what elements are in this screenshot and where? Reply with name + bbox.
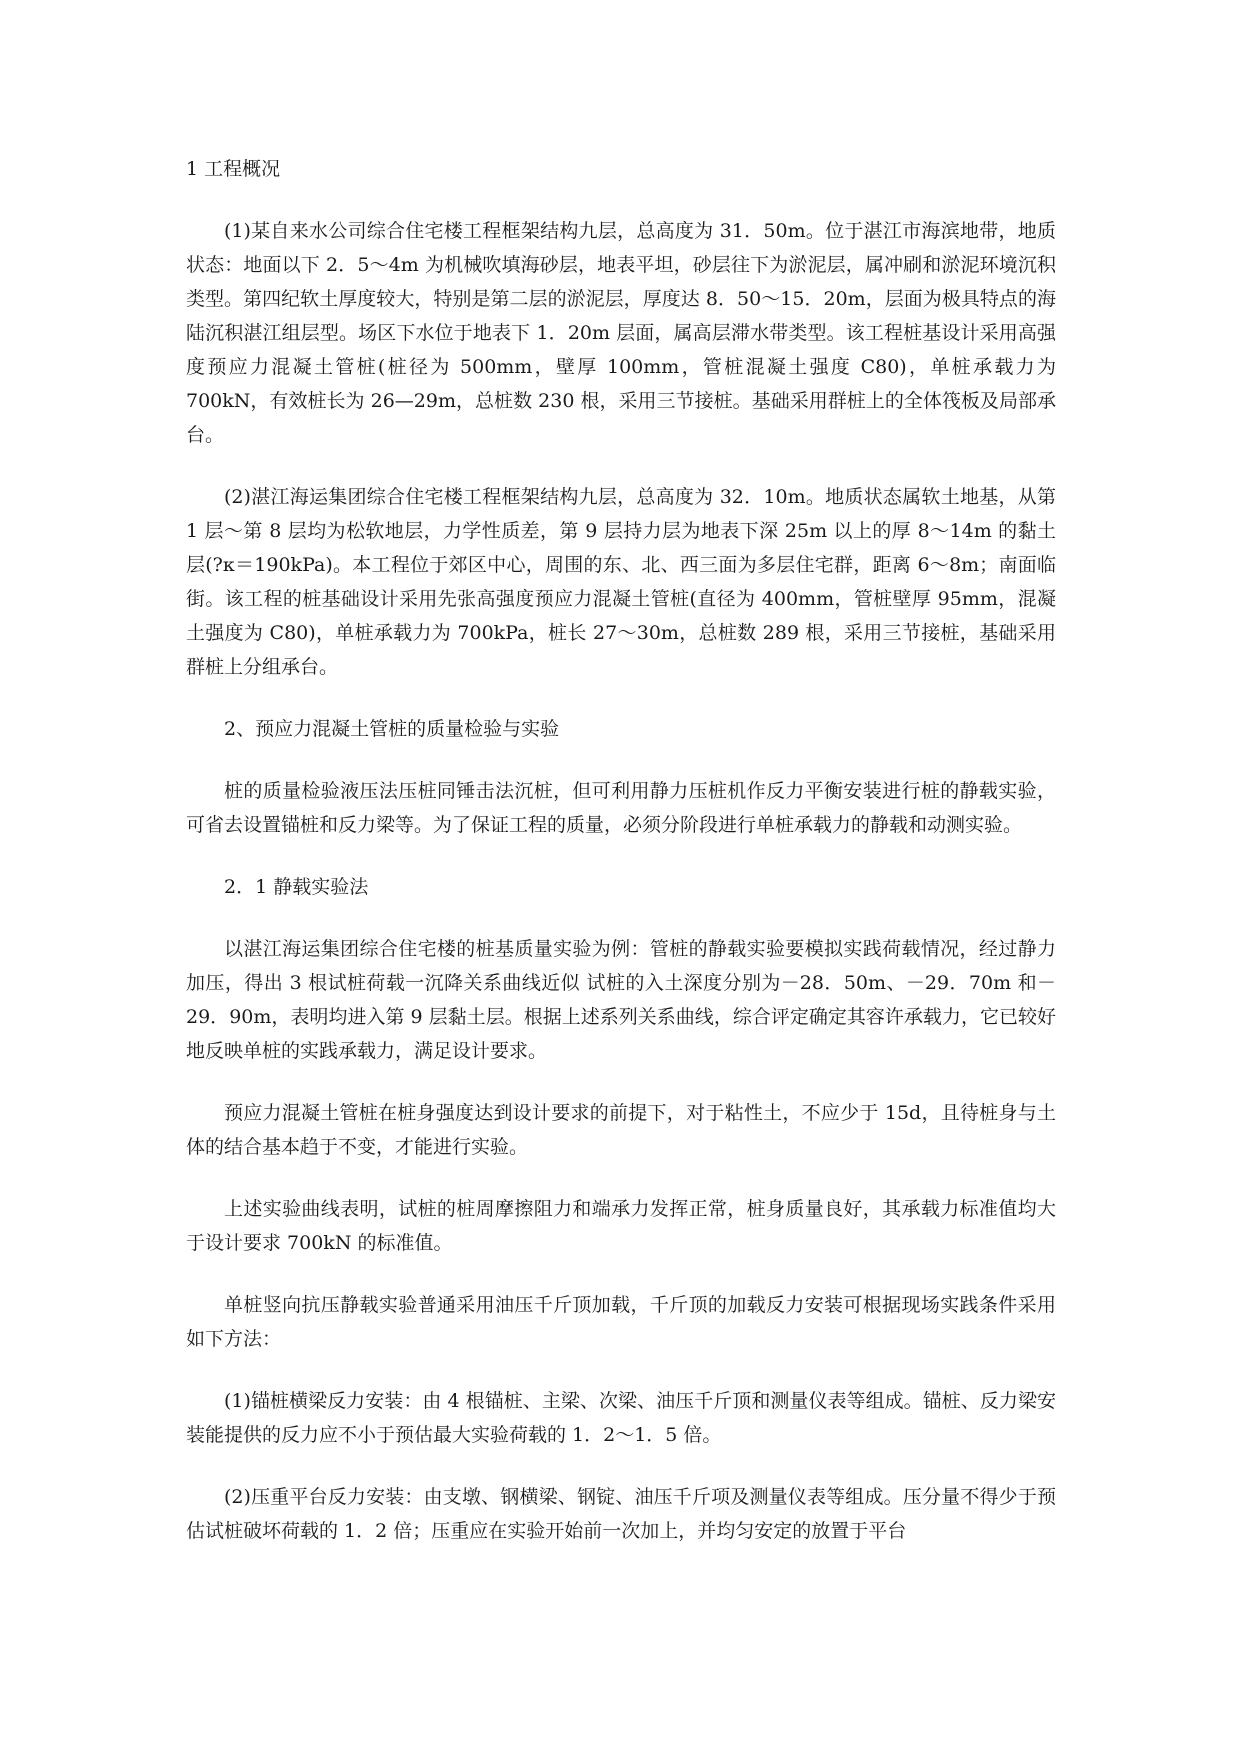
- paragraph-test-result: 上述实验曲线表明，试桩的桩周摩擦阻力和端承力发挥正常，桩身质量良好，其承载力标准值均大于设计要求 700kN 的标准值。: [186, 1198, 1056, 1254]
- paragraph-static-load-example: 以湛江海运集团综合住宅楼的桩基质量实验为例：管桩的静载实验要模拟实践荷载情况，经过静力加压，得出 3 根试桩荷载一沉降关系曲线近似 试桩的入土深度分别为－28．50m、－29．70m 和－29．90m，表明均进入第 9 层黏土层。根据上述系列关系曲线，综合评定确定其容许承载力，它已较好地反映单桩的实践承载力，满足设计要求。: [186, 938, 1056, 1062]
- section-2-heading: 2、预应力混凝土管桩的质量检验与实验: [224, 718, 560, 740]
- paragraph-project-1: (1)某自来水公司综合住宅楼工程框架结构九层，总高度为 31．50m。位于湛江市海滨地带，地质状态：地面以下 2．5～4m 为机械吹填海砂层，地表平坦，砂层往下为淤泥层，属冲刷和淤泥环境沉积类型。第四纪软土厚度较大，特别是第二层的淤泥层，厚度达 8．50～15．20m，层面为极具特点的海陆沉积湛江组层型。场区下水位于地表下 1．20m 层面，属高层滞水带类型。该工程桩基设计采用高强度预应力混凝土管桩(桩径为 500mm，壁厚 100mm，管桩混凝土强度 C80)，单桩承载力为 700kN，有效桩长为 26—29m，总桩数 230 根，采用三节接桩。基础采用群桩上的全体筏板及局部承台。: [186, 220, 1056, 446]
- paragraph-test-precondition: 预应力混凝土管桩在桩身强度达到设计要求的前提下，对于粘性土，不应少于 15d，且待桩身与土体的结合基本趋于不变，才能进行实验。: [186, 1102, 1056, 1158]
- section-2-1-heading: 2．1 静载实验法: [224, 876, 369, 898]
- paragraph-loading-method: 单桩竖向抗压静载实验普通采用油压千斤顶加载，千斤顶的加载反力安装可根据现场实践条件采用如下方法：: [186, 1294, 1056, 1350]
- paragraph-quality-inspection: 桩的质量检验液压法压桩同锤击法沉桩，但可利用静力压桩机作反力平衡安装进行桩的静载实验，可省去设置锚桩和反力梁等。为了保证工程的质量，必须分阶段进行单桩承载力的静载和动测实验。: [186, 780, 1056, 836]
- section-1-heading: 1 工程概况: [186, 158, 281, 180]
- paragraph-ballast-platform-setup: (2)压重平台反力安装：由支墩、钢横梁、钢锭、油压千斤项及测量仪表等组成。压分量不得少于预估试桩破坏荷载的 1．2 倍；压重应在实验开始前一次加上，并均匀安定的放置于平台: [186, 1486, 1056, 1542]
- document-body: [186, 152, 1056, 1576]
- paragraph-anchor-pile-setup: (1)锚桩横梁反力安装：由 4 根锚桩、主梁、次梁、油压千斤顶和测量仪表等组成。锚桩、反力梁安装能提供的反力应不小于预估最大实验荷载的 1．2～1．5 倍。: [186, 1390, 1056, 1446]
- paragraph-project-2: (2)湛江海运集团综合住宅楼工程框架结构九层，总高度为 32．10m。地质状态属软土地基，从第 1 层～第 8 层均为松软地层，力学性质差，第 9 层持力层为地表下深 25m 以上的厚 8～14m 的黏土层(?κ＝190kPa)。本工程位于郊区中心，周围的东、北、西三面为多层住宅群，距离 6～8m；南面临街。该工程的桩基础设计采用先张高强度预应力混凝土管桩(直径为 400mm，管桩壁厚 95mm，混凝土强度为 C80)，单桩承载力为 700kPa，桩长 27～30m，总桩数 289 根，采用三节接桩，基础采用群桩上分组承台。: [186, 486, 1056, 678]
